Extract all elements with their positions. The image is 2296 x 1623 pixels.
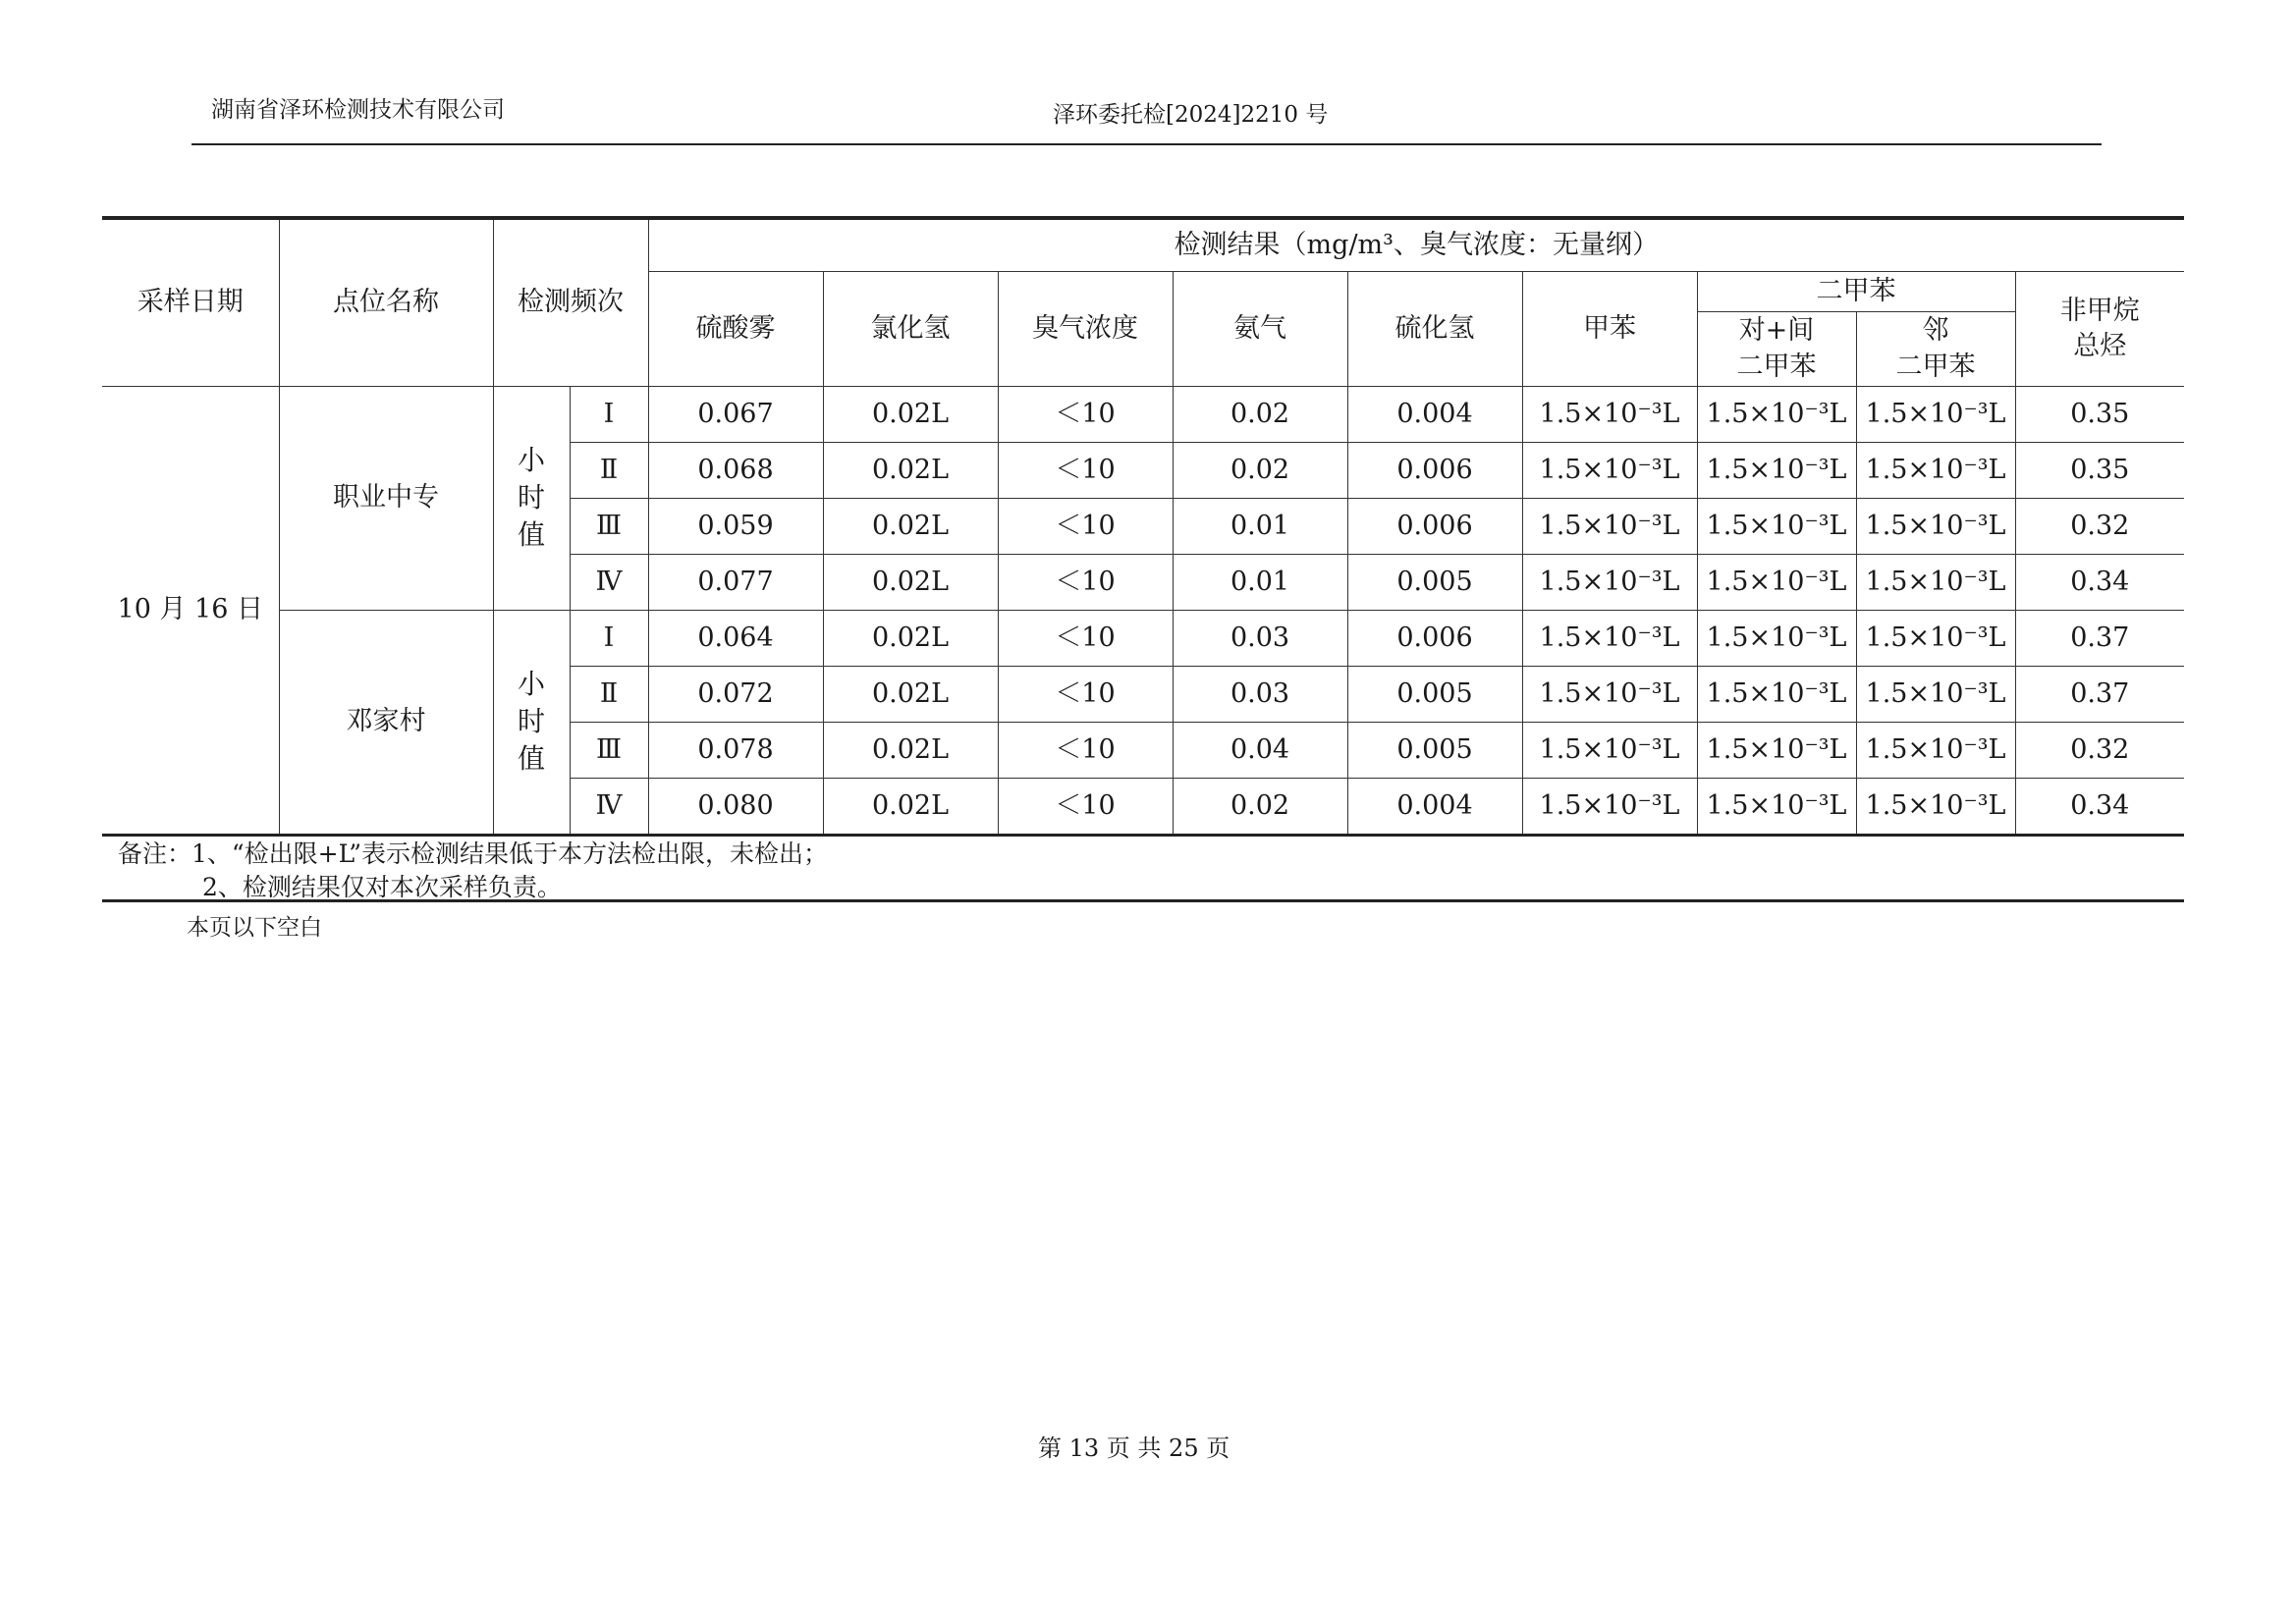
value-cell: 1.5×10⁻³L — [1856, 723, 2015, 779]
value-cell: ＜10 — [998, 499, 1173, 555]
value-cell: ＜10 — [998, 443, 1173, 499]
value-cell: 0.03 — [1173, 667, 1347, 723]
header-param-4: 氨气 — [1173, 272, 1347, 387]
header-nmhc-line-1: 非甲烷 — [2059, 295, 2140, 326]
value-cell: 0.004 — [1347, 387, 1522, 443]
freq-type-char: 时 — [517, 705, 545, 738]
table-row — [102, 387, 2184, 443]
value-cell: 0.02 — [1173, 387, 1347, 443]
value-cell: 0.02L — [823, 555, 998, 611]
value-cell: ＜10 — [998, 779, 1173, 836]
value-cell: 0.006 — [1347, 443, 1522, 499]
header-nmhc — [2015, 272, 2184, 387]
value-cell: 1.5×10⁻³L — [1522, 779, 1697, 836]
value-cell: 0.35 — [2015, 387, 2184, 443]
freq-number: Ⅳ — [570, 555, 648, 611]
value-cell: 0.064 — [648, 611, 823, 667]
value-cell: 1.5×10⁻³L — [1697, 611, 1856, 667]
value-cell: 0.067 — [648, 387, 823, 443]
blank-below-note: 本页以下空白 — [187, 915, 322, 941]
freq-number: Ⅲ — [570, 723, 648, 779]
value-cell: 1.5×10⁻³L — [1856, 387, 2015, 443]
site-cell: 职业中专 — [279, 387, 493, 611]
value-cell: 1.5×10⁻³L — [1856, 611, 2015, 667]
header-o-xylene — [1856, 312, 2015, 387]
note-2: 2、检测结果仅对本次采样负责。 — [202, 873, 562, 901]
header-site-name: 点位名称 — [279, 218, 493, 387]
value-cell: 0.01 — [1173, 555, 1347, 611]
notes — [102, 835, 2184, 902]
freq-number: Ⅱ — [570, 667, 648, 723]
freq-type-char: 值 — [517, 518, 545, 552]
value-cell: 1.5×10⁻³L — [1697, 499, 1856, 555]
value-cell: 0.02L — [823, 723, 998, 779]
value-cell: 0.32 — [2015, 499, 2184, 555]
value-cell: 0.37 — [2015, 611, 2184, 667]
header-mp-xylene-line-2: 二甲苯 — [1736, 351, 1817, 382]
page-number: 第 13 页 共 25 页 — [1038, 1434, 1230, 1462]
report-number: 泽环委托检[2024]2210 号 — [1053, 102, 1329, 128]
value-cell: 1.5×10⁻³L — [1522, 555, 1697, 611]
value-cell: 1.5×10⁻³L — [1856, 779, 2015, 836]
freq-type-char: 时 — [517, 481, 545, 514]
freq-type-char: 值 — [517, 742, 545, 776]
header-nmhc-line-2: 总烃 — [2073, 331, 2127, 361]
value-cell: 1.5×10⁻³L — [1522, 611, 1697, 667]
header-xylene: 二甲苯 — [1697, 272, 2015, 312]
value-cell: 1.5×10⁻³L — [1697, 667, 1856, 723]
value-cell: 0.01 — [1173, 499, 1347, 555]
freq-type-char: 小 — [517, 668, 545, 701]
value-cell: 1.5×10⁻³L — [1522, 387, 1697, 443]
value-cell: 0.005 — [1347, 667, 1522, 723]
value-cell: 1.5×10⁻³L — [1522, 667, 1697, 723]
freq-type-char: 小 — [517, 444, 545, 477]
header-sampling-date: 采样日期 — [102, 218, 279, 387]
value-cell: 1.5×10⁻³L — [1697, 555, 1856, 611]
value-cell: 1.5×10⁻³L — [1697, 387, 1856, 443]
value-cell: 1.5×10⁻³L — [1856, 667, 2015, 723]
freq-number: Ⅰ — [570, 611, 648, 667]
header-results: 检测结果（mg/m³、臭气浓度：无量纲） — [648, 218, 2184, 272]
header-o-xylene-line-2: 二甲苯 — [1895, 351, 1976, 382]
value-cell: 0.32 — [2015, 723, 2184, 779]
value-cell: 1.5×10⁻³L — [1522, 723, 1697, 779]
value-cell: 0.02L — [823, 611, 998, 667]
value-cell: 0.080 — [648, 779, 823, 836]
value-cell: ＜10 — [998, 611, 1173, 667]
page-header — [191, 86, 2102, 145]
value-cell: 0.005 — [1347, 723, 1522, 779]
header-param-5: 硫化氢 — [1347, 272, 1522, 387]
value-cell: 0.077 — [648, 555, 823, 611]
value-cell: 0.068 — [648, 443, 823, 499]
value-cell: 1.5×10⁻³L — [1522, 499, 1697, 555]
header-param-1: 硫酸雾 — [648, 272, 823, 387]
value-cell: ＜10 — [998, 723, 1173, 779]
value-cell: 1.5×10⁻³L — [1856, 443, 2015, 499]
value-cell: 0.078 — [648, 723, 823, 779]
value-cell: 0.004 — [1347, 779, 1522, 836]
value-cell: ＜10 — [998, 555, 1173, 611]
value-cell: ＜10 — [998, 387, 1173, 443]
value-cell: 1.5×10⁻³L — [1856, 555, 2015, 611]
company-name: 湖南省泽环检测技术有限公司 — [211, 97, 505, 123]
freq-type-cell — [493, 611, 570, 836]
value-cell: 0.02L — [823, 387, 998, 443]
value-cell: 1.5×10⁻³L — [1522, 443, 1697, 499]
freq-type-cell — [493, 387, 570, 611]
value-cell: ＜10 — [998, 667, 1173, 723]
value-cell: 1.5×10⁻³L — [1856, 499, 2015, 555]
value-cell: 0.006 — [1347, 611, 1522, 667]
value-cell: 0.37 — [2015, 667, 2184, 723]
header-param-3: 臭气浓度 — [998, 272, 1173, 387]
value-cell: 0.04 — [1173, 723, 1347, 779]
header-frequency: 检测频次 — [493, 218, 648, 387]
value-cell: 0.03 — [1173, 611, 1347, 667]
header-param-2: 氯化氢 — [823, 272, 998, 387]
value-cell: 0.34 — [2015, 555, 2184, 611]
value-cell: 1.5×10⁻³L — [1697, 723, 1856, 779]
value-cell: 1.5×10⁻³L — [1697, 779, 1856, 836]
freq-number: Ⅱ — [570, 443, 648, 499]
note-1: 备注：1、“检出限+L”表示检测结果低于本方法检出限，未检出； — [118, 839, 829, 868]
freq-number: Ⅳ — [570, 779, 648, 836]
table-row — [102, 611, 2184, 667]
results-table — [102, 216, 2184, 837]
value-cell: 0.059 — [648, 499, 823, 555]
header-mp-xylene — [1697, 312, 1856, 387]
value-cell: 0.02L — [823, 667, 998, 723]
header-mp-xylene-line-1: 对+间 — [1738, 315, 1815, 347]
header-param-6: 甲苯 — [1522, 272, 1697, 387]
value-cell: 0.005 — [1347, 555, 1522, 611]
site-cell: 邓家村 — [279, 611, 493, 836]
value-cell: 0.02L — [823, 499, 998, 555]
value-cell: 0.02 — [1173, 443, 1347, 499]
value-cell: 0.006 — [1347, 499, 1522, 555]
freq-number: Ⅲ — [570, 499, 648, 555]
value-cell: 1.5×10⁻³L — [1697, 443, 1856, 499]
header-o-xylene-line-1: 邻 — [1922, 315, 1949, 347]
freq-number: Ⅰ — [570, 387, 648, 443]
value-cell: 0.35 — [2015, 443, 2184, 499]
value-cell: 0.02 — [1173, 779, 1347, 836]
value-cell: 0.34 — [2015, 779, 2184, 836]
value-cell: 0.02L — [823, 443, 998, 499]
value-cell: 0.072 — [648, 667, 823, 723]
date-cell: 10 月 16 日 — [102, 387, 279, 836]
value-cell: 0.02L — [823, 779, 998, 836]
